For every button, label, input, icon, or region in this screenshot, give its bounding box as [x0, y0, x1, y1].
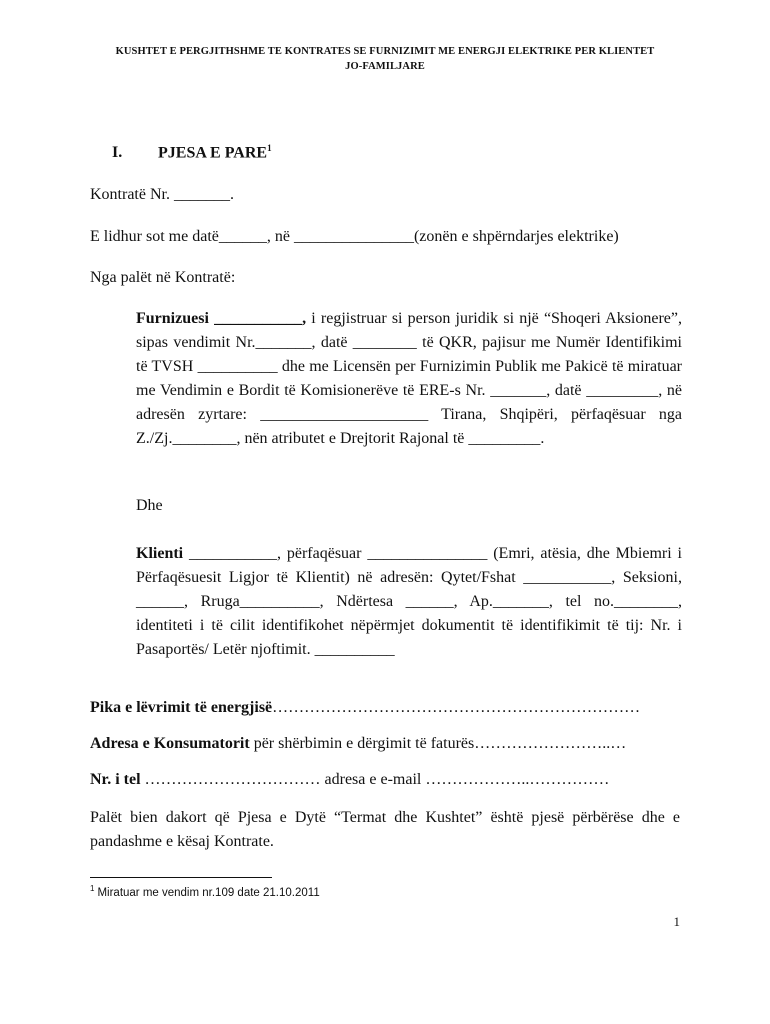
footnote-ref: 1 [267, 143, 272, 153]
footnote-text: Miratuar me vendim nr.109 date 21.10.2011 [97, 886, 320, 899]
header-line-1: KUSHTET E PERGJITHSHME TE KONTRATES SE FURNIZIMIT ME ENERGJI ELEKTRIKE PER KLIENTET [115, 46, 655, 57]
parties-intro: Nga palët në Kontratë: [90, 269, 236, 286]
section-title-text: PJESA E PARE [158, 144, 268, 162]
client-label: Klienti [136, 545, 184, 562]
supplier-blank: ___________, [214, 310, 307, 327]
delivery-point-dots: …………………………………………………………… [272, 699, 641, 716]
delivery-point-line [90, 699, 640, 717]
footnote-number: 1 [90, 884, 95, 893]
footnote [90, 884, 320, 899]
client-blank: ___________, [188, 545, 281, 562]
footnote-divider [90, 877, 272, 878]
supplier-paragraph [136, 307, 682, 451]
and-word: Dhe [136, 497, 163, 514]
client-paragraph [136, 542, 682, 662]
consumer-address-text: për shërbimin e dërgimit të faturës……………………..… [249, 735, 627, 752]
consumer-address-line [90, 735, 626, 753]
contract-number: Kontratë Nr. _______. [90, 186, 234, 203]
section-number: I. [112, 144, 123, 162]
delivery-point-label: Pika e lëvrimit të energjisë [90, 699, 273, 716]
supplier-label: Furnizuesi [136, 310, 209, 327]
phone-line [90, 771, 609, 789]
signed-date-line: E lidhur sot me datë______, në _______________(zonën e shpërndarjes elektrike) [90, 228, 619, 245]
section-title [112, 143, 272, 162]
agreement-paragraph: Palët bien dakort që Pjesa e Dytë “Termat dhe Kushtet” është pjesë përbërëse dhe e pandashme e kësaj Kontrate. [90, 809, 680, 850]
supplier-text: i regjistruar si person juridik si një “Shoqeri Aksionere”, sipas vendimit Nr._______, datë ________ të QKR, pajisur me Numër Identifikimi të TVSH __________ dhe me Licensën per Furnizimin Publik me Pakicë të miratuar me Vendimin e Bordit të Komisionerëve të ERE-s Nr. _______, datë _________, në adresën zyrtare: _____________________ Tirana, Shqipëri, përfaqësuar nga Z./Zj.________, nën atributet e Drejtorit Rajonal të _________. [136, 310, 682, 447]
document-header [88, 44, 682, 74]
header-line-2: JO-FAMILJARE [345, 61, 425, 72]
consumer-address-label: Adresa e Konsumatorit [90, 735, 250, 752]
phone-text: …………………………… adresa e e-mail ………………..…………… [140, 771, 610, 788]
phone-label: Nr. i tel [90, 771, 141, 788]
page-number: 1 [673, 914, 680, 929]
client-text: përfaqësuar _______________ (Emri, atësia, dhe Mbiemri i Përfaqësuesit Ligjor të Klientit) në adresën: Qytet/Fshat ___________, Seksioni, ______, Rruga__________, Ndërtesa ______, Ap._______, tel no.________, identiteti i të cilit identifikohet nëpërmjet dokumentit të identifikimit të tij: Nr. i Pasaportës/ Letër njoftimit. __________ [136, 545, 682, 658]
